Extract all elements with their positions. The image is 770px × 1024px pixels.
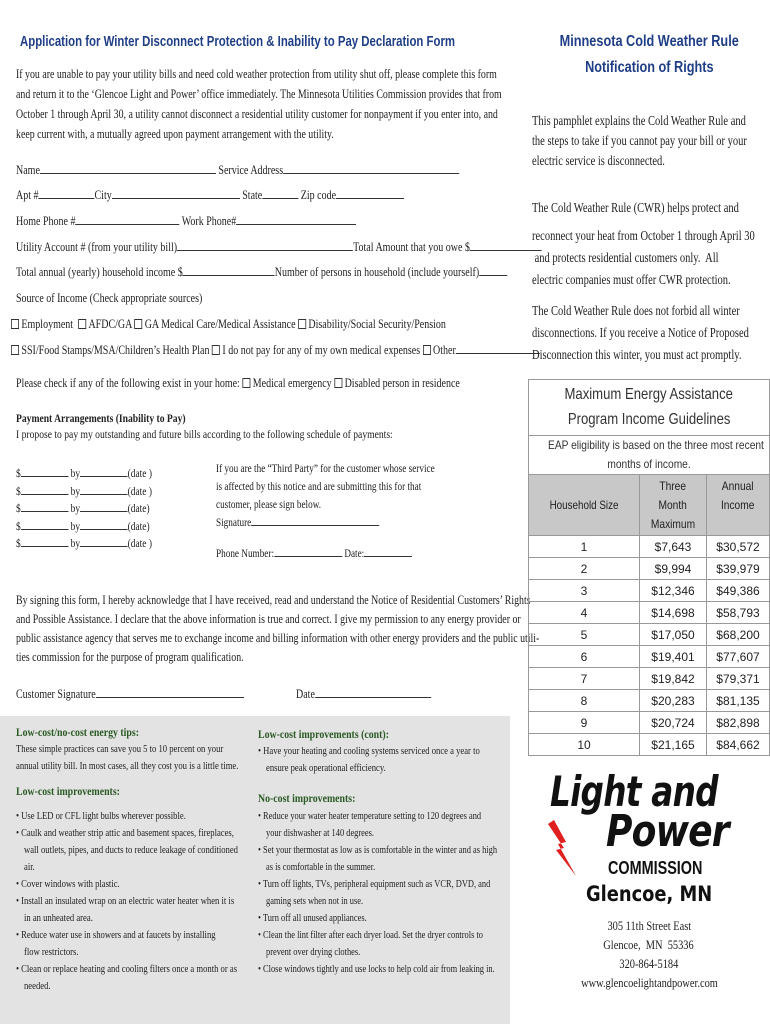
income-options-row1 <box>11 314 555 334</box>
annual-income-cell: $79,371 <box>707 668 770 690</box>
annual-income-cell: $30,572 <box>707 536 770 558</box>
tip-item: • Reduce water use in showers and at faucets by installing <box>16 930 216 941</box>
date-field[interactable] <box>80 466 128 477</box>
date-field[interactable] <box>80 536 128 547</box>
contact-address: 305 11th Street East Glencoe, MN 55336 320-864-5184 www.glencoelightandpower.com <box>528 916 770 992</box>
sidebar-para-1: This pamphlet explains the Cold Weather Rule and the steps to take if you cannot pay your bill or your electric service is disconnected. <box>532 114 747 169</box>
three-month-cell: $20,283 <box>640 690 707 712</box>
schedule-row: $ by (date) <box>16 503 150 515</box>
persons-label: Number of persons in household (include yourself) <box>274 265 480 279</box>
eap-row <box>529 668 770 690</box>
col-household: Household Size <box>529 475 640 536</box>
checkbox-afdc[interactable] <box>78 319 86 329</box>
three-month-cell: $14,698 <box>640 602 707 624</box>
home-check-row <box>16 373 571 393</box>
field-phone-row <box>16 211 441 231</box>
three-month-cell: $19,842 <box>640 668 707 690</box>
checkbox-disabled-person[interactable] <box>334 378 342 388</box>
household-size-cell: 10 <box>529 734 640 756</box>
nocost-heading: No-cost improvements: <box>258 791 356 805</box>
option-label: Disability/Social Security/Pension <box>308 317 446 331</box>
phone-number-label: Phone Number: <box>216 548 275 560</box>
amount-field[interactable] <box>21 466 69 477</box>
field-name-row <box>16 160 516 180</box>
energy-tips-panel <box>0 716 510 1024</box>
home-phone-field[interactable] <box>75 214 179 225</box>
schedule-row: $ by (date ) <box>16 485 152 498</box>
annual-income-cell: $68,200 <box>707 624 770 646</box>
date-field[interactable] <box>80 484 128 495</box>
intro-paragraph: If you are unable to pay your utility bills and need cold weather protection from utility shut off, please complete this form and return it to the ‘Glencoe Light and Power’ office immediately. The Minnesota Utilities Commission provides that from October 1 through April 30, a utility cannot disconnect a residential utility customer for nonpayment if you enter into, and keep current with, a mutually agreed upon payment arrangement with the utility. <box>16 67 502 141</box>
eap-row <box>529 580 770 602</box>
checkbox-employment[interactable] <box>11 319 19 329</box>
state-label: State <box>242 188 263 202</box>
checkbox-other[interactable] <box>423 345 431 355</box>
checkbox-ga-medical[interactable] <box>134 319 142 329</box>
option-label: Employment <box>21 317 74 331</box>
household-size-cell: 3 <box>529 580 640 602</box>
eap-row <box>529 712 770 734</box>
tip-item: • Cover windows with plastic. <box>16 879 120 890</box>
annual-income-cell: $39,979 <box>707 558 770 580</box>
option-label: Medical emergency <box>252 376 332 390</box>
three-month-cell: $12,346 <box>640 580 707 602</box>
annual-income-cell: $82,898 <box>707 712 770 734</box>
eap-row <box>529 536 770 558</box>
checkbox-medical-emergency[interactable] <box>242 378 250 388</box>
eap-row <box>529 558 770 580</box>
tip-item: • Install an insulated wrap on an electric water heater when it is <box>16 896 235 907</box>
total-owe-label: Total Amount that you owe $ <box>353 240 470 254</box>
household-size-cell: 7 <box>529 668 640 690</box>
sidebar-para-2: The Cold Weather Rule (CWR) helps protect and reconnect your heat from October 1 through April 30 and protects residential customers only. All electric companies must offer CWR protection. <box>532 201 755 288</box>
cont-list: • Have your heating and cooling systems serviced once a year to ensure peak operational efficiency. <box>258 743 528 777</box>
utility-account-field[interactable] <box>177 240 353 251</box>
eap-row <box>529 734 770 756</box>
household-size-cell: 1 <box>529 536 640 558</box>
lowcost-improvements-heading: Low-cost improvements: <box>16 784 120 798</box>
option-label: Other <box>433 343 456 357</box>
persons-field[interactable] <box>479 265 507 276</box>
tip-item: • Turn off lights, TVs, peripheral equipment such as VCR, DVD, and <box>258 879 491 890</box>
annual-income-cell: $49,386 <box>707 580 770 602</box>
schedule-row: $ by (date) <box>16 520 150 533</box>
phone-number-field[interactable] <box>274 546 342 557</box>
third-signature-label: Signature <box>216 517 252 529</box>
home-phone-label: Home Phone # <box>16 214 76 228</box>
eap-table-container <box>528 379 770 756</box>
sidebar-title: Minnesota Cold Weather Rule Notification of Rights <box>559 33 739 76</box>
work-phone-field[interactable] <box>236 214 356 225</box>
household-size-cell: 2 <box>529 558 640 580</box>
lowcost-intro: These simple practices can save you 5 to 10 percent on your annual utility bill. In most cases, all they cost you is a little time. <box>16 744 239 772</box>
amount-field[interactable] <box>21 501 69 512</box>
date-field[interactable] <box>80 519 128 530</box>
zip-label: Zip code <box>300 188 337 202</box>
eap-table-note: EAP eligibility is based on the three most recent months of income. <box>528 435 770 474</box>
option-label: I do not pay for any of my own medical expenses <box>222 343 421 357</box>
acknowledgement-paragraph: By signing this form, I hereby acknowledge that I have received, read and understand the Notice of Residential Customers’ Rights and Possible Assistance. I declare that the above information is true and correct. I give my permission to any energy provider or public assistance agency that serves me to exchange income and billing information with other energy providers and the public utili- ties commission for the purpose of program qualification. <box>16 593 540 664</box>
eap-table-title: Maximum Energy Assistance Program Income Guidelines <box>528 379 770 435</box>
city-label: City <box>94 188 112 202</box>
work-phone-label: Work Phone# <box>181 214 237 228</box>
lowcost-heading: Low-cost/no-cost energy tips: <box>16 725 139 739</box>
apt-label: Apt # <box>16 188 39 202</box>
date-colon-label: Date: <box>344 548 365 560</box>
option-label: AFDC/GA <box>88 317 132 331</box>
annual-income-cell: $58,793 <box>707 602 770 624</box>
three-month-cell: $7,643 <box>640 536 707 558</box>
col-three-month: Three Month Maximum <box>640 475 707 536</box>
tip-item: • Use LED or CFL light bulbs wherever possible. <box>16 811 186 822</box>
customer-date-field[interactable] <box>315 687 431 698</box>
amount-field[interactable] <box>21 536 69 547</box>
three-month-cell: $19,401 <box>640 646 707 668</box>
service-address-field[interactable] <box>283 163 459 174</box>
tip-item: • Caulk and weather strip attic and basement spaces, fireplaces, <box>16 828 234 839</box>
third-phone-row <box>216 546 461 560</box>
eap-table <box>528 474 770 756</box>
home-check-label: Please check if any of the following exist in your home: <box>16 376 240 390</box>
eap-row <box>529 646 770 668</box>
date-field[interactable] <box>80 501 128 512</box>
three-month-cell: $9,994 <box>640 558 707 580</box>
household-income-field[interactable] <box>183 265 275 276</box>
tip-item: • Turn off all unused appliances. <box>258 913 367 924</box>
field-address-row <box>16 185 501 205</box>
city-field[interactable] <box>112 188 240 199</box>
form-title: Application for Winter Disconnect Protection & Inability to Pay Declaration Form <box>20 33 456 50</box>
household-size-cell: 6 <box>529 646 640 668</box>
source-income-label: Source of Income (Check appropriate sources) <box>16 291 203 305</box>
third-party-block: If you are the “Third Party” for the customer whose service is affected by this notice and are submitting this for that customer, please sign below. Signature <box>216 463 435 529</box>
household-size-cell: 4 <box>529 602 640 624</box>
household-size-cell: 5 <box>529 624 640 646</box>
checkbox-disability[interactable] <box>298 319 306 329</box>
zip-field[interactable] <box>336 188 404 199</box>
eap-row <box>529 624 770 646</box>
checkbox-no-medical[interactable] <box>212 345 220 355</box>
nocost-list: • Reduce your water heater temperature setting to 120 degrees and your dishwasher at 140 degrees. • Set your thermostat as low as is comfortable in the winter and as high as is comfortable in the summer. • Turn off lights, TVs, peripheral equipment such as VCR, DVD, and gaming sets when not in use. • Turn off all unused appliances. • Clean the lint filter after each dryer load. Set the dryer controls to prevent over drying clothes. • Close windows tightly and use locks to help cold air from leaking in. <box>258 808 557 978</box>
payment-intro: I propose to pay my outstanding and future bills according to the following schedule of payments: <box>16 427 393 441</box>
tip-item: • Reduce your water heater temperature setting to 120 degrees and <box>258 811 482 822</box>
payment-heading: Payment Arrangements (Inability to Pay) <box>16 411 186 425</box>
option-label: Disabled person in residence <box>344 376 460 390</box>
eap-row <box>529 602 770 624</box>
annual-income-cell: $81,135 <box>707 690 770 712</box>
logo-city: Glencoe, MN <box>586 882 713 906</box>
sidebar <box>528 0 770 1024</box>
state-field[interactable] <box>262 188 298 199</box>
lowcost-list: • Use LED or CFL light bulbs wherever possible. • Caulk and weather strip attic and basement spaces, fireplaces, wall outlets, pipes, and ducts to reduce leakage of conditioned air. • Cover windows with plastic. • Install an insulated wrap on an electric water heater when it is in an unheated area. • Reduce water use in showers and at faucets by installing flow restrictors. • Clean or replace heating and cooling filters once a month or as needed. <box>16 808 286 995</box>
name-field[interactable] <box>40 163 216 174</box>
tip-item: • Set your thermostat as low as is comfortable in the winter and as high <box>258 845 498 856</box>
customer-date-row <box>296 684 465 704</box>
annual-income-cell: $77,607 <box>707 646 770 668</box>
eap-header-row <box>529 475 770 536</box>
tip-item: • Close windows tightly and use locks to help cold air from leaking in. <box>258 964 495 975</box>
sidebar-para-3: The Cold Weather Rule does not forbid all winter disconnections. If you receive a Notice of Proposed Disconnection this winter, you must act promptly. <box>532 304 749 363</box>
utility-account-label: Utility Account # (from your utility bill) <box>16 240 178 254</box>
third-signature-field[interactable] <box>251 515 379 526</box>
schedule-row: $ by (date ) <box>16 538 152 550</box>
annual-income-cell: $84,662 <box>707 734 770 756</box>
logo-line2: Power <box>606 806 729 857</box>
schedule-row: $ by (date ) <box>16 468 152 480</box>
light-and-power-logo <box>546 767 756 910</box>
website-link[interactable]: www.glencoelightandpower.com <box>580 975 718 990</box>
three-month-cell: $21,165 <box>640 734 707 756</box>
three-month-cell: $17,050 <box>640 624 707 646</box>
customer-signature-field[interactable] <box>96 687 244 698</box>
lightning-bolt-icon <box>546 818 580 878</box>
col-annual: Annual Income <box>707 475 770 536</box>
logo-line1: Light and <box>550 767 718 816</box>
payment-schedule <box>16 466 182 554</box>
customer-date-label: Date <box>296 687 315 701</box>
apt-field[interactable] <box>39 188 95 199</box>
customer-signature-label: Customer Signature <box>16 687 96 701</box>
name-label: Name <box>16 163 40 177</box>
amount-field[interactable] <box>21 484 69 495</box>
tip-item: • Have your heating and cooling systems serviced once a year to <box>258 746 480 757</box>
household-size-cell: 9 <box>529 712 640 734</box>
three-month-cell: $20,724 <box>640 712 707 734</box>
option-label: GA Medical Care/Medical Assistance <box>144 317 296 331</box>
service-address-label: Service Address <box>218 163 284 177</box>
eap-row <box>529 690 770 712</box>
third-date-field[interactable] <box>364 546 412 557</box>
household-size-cell: 8 <box>529 690 640 712</box>
cont-heading: Low-cost improvements (cont): <box>258 727 389 741</box>
household-income-label: Total annual (yearly) household income $ <box>16 265 183 279</box>
logo-commission: COMMISSION <box>608 858 703 878</box>
amount-field[interactable] <box>21 519 69 530</box>
tip-item: • Clean or replace heating and cooling filters once a month or as <box>16 964 238 975</box>
option-label: SSI/Food Stamps/MSA/Children’s Health Plan <box>21 343 210 357</box>
tip-item: • Clean the lint filter after each dryer load. Set the dryer controls to <box>258 930 483 941</box>
checkbox-ssi[interactable] <box>11 345 19 355</box>
